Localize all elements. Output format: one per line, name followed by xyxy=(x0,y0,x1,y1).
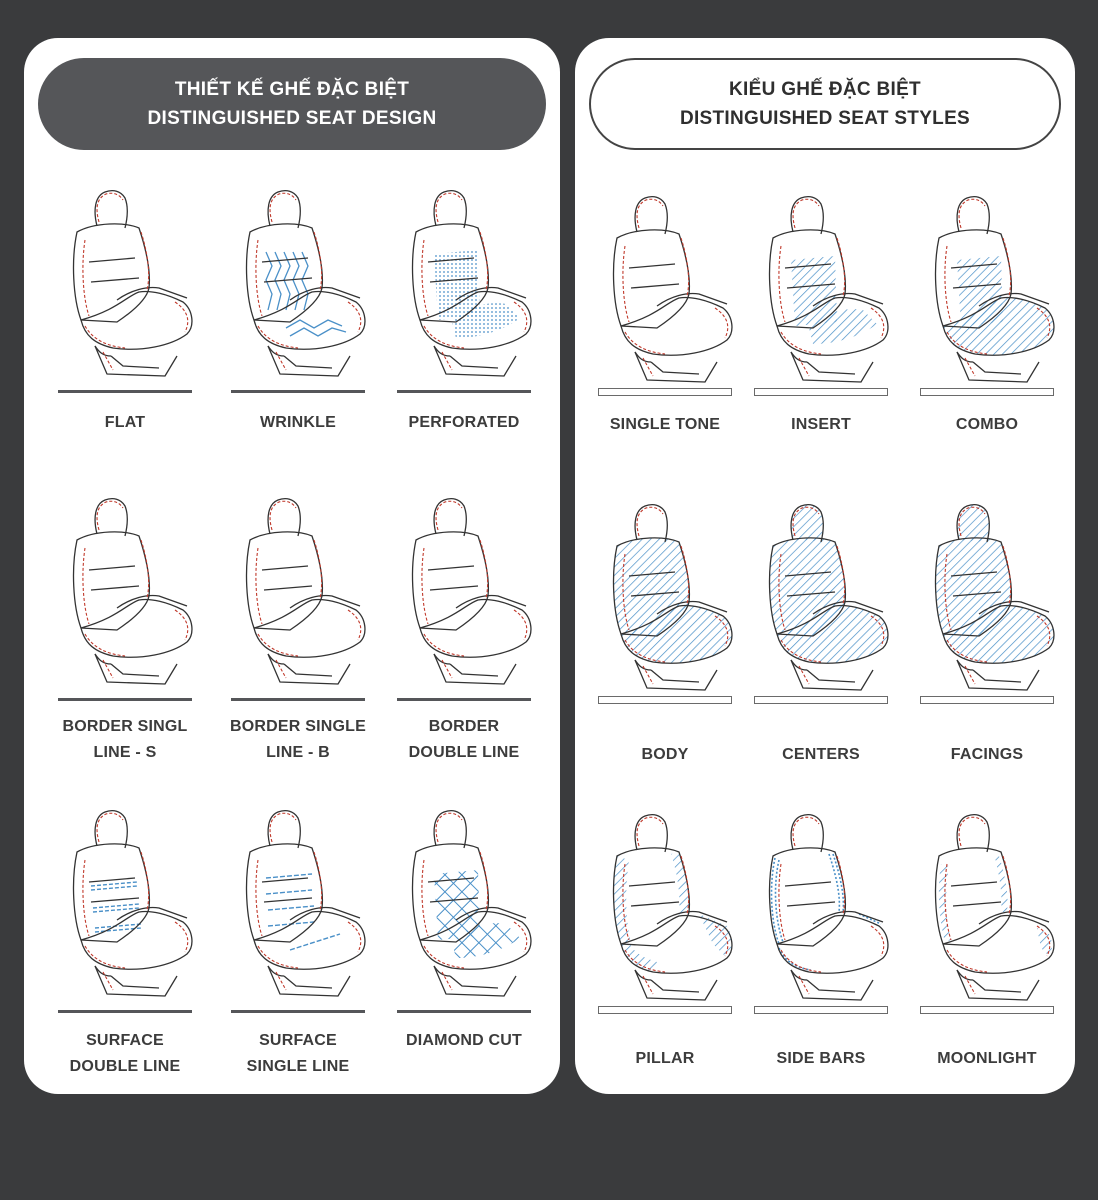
seat-design-divider xyxy=(397,1010,531,1013)
seat-style-item xyxy=(917,794,1057,1067)
seat-design-label-line2: DOUBLE LINE xyxy=(408,744,520,761)
seat-illustration xyxy=(751,176,891,386)
seat-design-title-en: DISTINGUISHED SEAT DESIGN xyxy=(147,108,437,129)
seat-style-item xyxy=(751,484,891,763)
seat-illustration xyxy=(394,790,534,1000)
seat-style-item xyxy=(595,176,735,433)
seat-design-title-vi: THIẾT KẾ GHẾ ĐẶC BIỆT xyxy=(174,79,410,100)
seat-design-divider xyxy=(231,390,365,393)
seat-styles-title-en: DISTINGUISHED SEAT STYLES xyxy=(679,108,971,129)
seat-design-label-line1: BORDER SINGLE xyxy=(230,718,366,735)
seat-style-label xyxy=(585,742,745,768)
seat-illustration xyxy=(55,170,195,380)
seat-design-label-line2: SINGLE LINE xyxy=(246,1058,350,1075)
seat-design-divider xyxy=(58,1010,192,1013)
seat-style-label xyxy=(907,1046,1067,1072)
seat-design-item xyxy=(55,478,195,761)
seat-design-item xyxy=(228,790,368,1075)
seat-style-divider xyxy=(920,696,1054,704)
seat-styles-title-vi: KIỂU GHẾ ĐẶC BIỆT xyxy=(729,79,921,100)
seat-style-item xyxy=(751,176,891,433)
seat-design-label xyxy=(45,1028,205,1080)
seat-design-label xyxy=(218,410,378,436)
seat-style-label-line1: INSERT xyxy=(791,416,851,433)
seat-design-label xyxy=(218,1028,378,1080)
seat-style-label xyxy=(741,412,901,438)
seat-illustration xyxy=(917,176,1057,386)
seat-illustration xyxy=(595,484,735,694)
seat-design-banner xyxy=(38,58,546,150)
seat-style-divider xyxy=(920,388,1054,396)
seat-design-divider xyxy=(58,390,192,393)
seat-style-label-line1: COMBO xyxy=(955,416,1019,433)
seat-design-divider xyxy=(397,390,531,393)
seat-illustration xyxy=(228,478,368,688)
seat-illustration xyxy=(751,794,891,1004)
seat-style-item xyxy=(917,484,1057,763)
seat-style-divider xyxy=(754,388,888,396)
seat-design-label-line1: FLAT xyxy=(104,414,146,431)
seat-design-label-line1: SURFACE xyxy=(259,1032,337,1049)
seat-style-divider xyxy=(598,696,732,704)
seat-design-label xyxy=(384,1028,544,1054)
seat-design-divider xyxy=(58,698,192,701)
seat-design-item xyxy=(228,478,368,761)
seat-design-label-line2: LINE - B xyxy=(266,744,330,761)
seat-design-panel xyxy=(24,38,560,1094)
seat-design-item xyxy=(394,790,534,1049)
seat-design-label xyxy=(218,714,378,766)
seat-styles-panel xyxy=(575,38,1075,1094)
seat-illustration xyxy=(394,478,534,688)
seat-design-label-line1: BORDER SINGL xyxy=(62,718,188,735)
seat-style-divider xyxy=(920,1006,1054,1014)
seat-style-label-line1: SIDE BARS xyxy=(776,1050,866,1067)
seat-style-label xyxy=(585,412,745,438)
seat-style-label-line1: FACINGS xyxy=(950,746,1024,763)
seat-design-label-line1: BORDER xyxy=(428,718,500,735)
seat-illustration xyxy=(228,790,368,1000)
seat-design-label-line1: WRINKLE xyxy=(259,414,337,431)
seat-style-item xyxy=(751,794,891,1067)
seat-design-label xyxy=(384,410,544,436)
seat-style-divider xyxy=(598,1006,732,1014)
seat-design-divider xyxy=(397,698,531,701)
seat-illustration xyxy=(55,790,195,1000)
seat-design-label xyxy=(45,714,205,766)
seat-design-label xyxy=(384,714,544,766)
seat-style-divider xyxy=(754,1006,888,1014)
seat-style-label xyxy=(907,742,1067,768)
seat-style-divider xyxy=(754,696,888,704)
seat-style-label-line1: BODY xyxy=(641,746,689,763)
seat-illustration xyxy=(917,794,1057,1004)
seat-design-item xyxy=(55,790,195,1075)
seat-design-item xyxy=(394,170,534,431)
seat-design-item xyxy=(394,478,534,761)
seat-style-label xyxy=(907,412,1067,438)
seat-illustration xyxy=(751,484,891,694)
seat-design-label-line1: SURFACE xyxy=(86,1032,164,1049)
seat-design-label-line2: DOUBLE LINE xyxy=(69,1058,181,1075)
seat-illustration xyxy=(55,478,195,688)
seat-design-item xyxy=(55,170,195,431)
seat-style-label-line1: CENTERS xyxy=(782,746,860,763)
seat-style-label xyxy=(741,742,901,768)
seat-styles-banner xyxy=(589,58,1061,150)
seat-illustration xyxy=(228,170,368,380)
seat-style-item xyxy=(595,484,735,763)
seat-illustration xyxy=(595,176,735,386)
seat-style-item xyxy=(917,176,1057,433)
seat-style-divider xyxy=(598,388,732,396)
seat-style-label xyxy=(741,1046,901,1072)
seat-design-divider xyxy=(231,1010,365,1013)
seat-style-item xyxy=(595,794,735,1067)
seat-design-label-line1: DIAMOND CUT xyxy=(406,1032,522,1049)
seat-style-label-line1: MOONLIGHT xyxy=(937,1050,1037,1067)
seat-design-label xyxy=(45,410,205,436)
seat-design-divider xyxy=(231,698,365,701)
seat-design-label-line1: PERFORATED xyxy=(408,414,520,431)
seat-illustration xyxy=(917,484,1057,694)
seat-style-label-line1: PILLAR xyxy=(635,1050,695,1067)
seat-style-label xyxy=(585,1046,745,1072)
seat-design-label-line2: LINE - S xyxy=(93,744,157,761)
seat-design-item xyxy=(228,170,368,431)
seat-illustration xyxy=(394,170,534,380)
seat-illustration xyxy=(595,794,735,1004)
seat-style-label-line1: SINGLE TONE xyxy=(609,416,721,433)
